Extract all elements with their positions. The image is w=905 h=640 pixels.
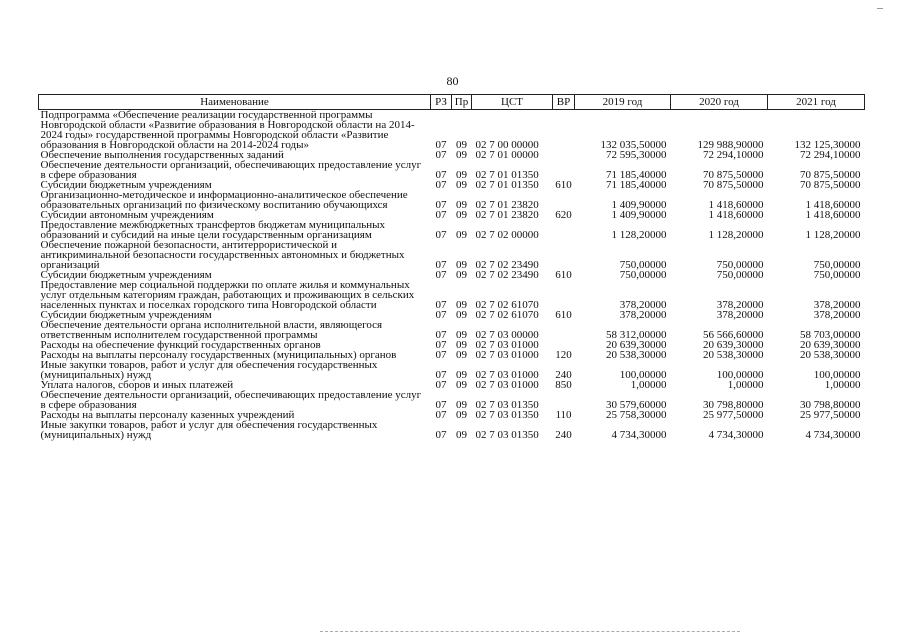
row-rz: 07	[435, 369, 447, 381]
row-rz: 07	[435, 339, 447, 351]
row-pr: 09	[456, 269, 467, 281]
row-pr: 09	[456, 199, 467, 211]
row-2019: 20 538,30000	[606, 349, 667, 361]
row-2020: 56 566,60000	[703, 329, 764, 341]
row-pr: 09	[456, 179, 467, 191]
row-cst: 02 7 01 01350	[475, 169, 539, 181]
row-vr: 850	[555, 379, 572, 391]
row-name: Иные закупки товаров, работ и услуг для обеспечения государственных (муниципальных) нужд	[40, 419, 378, 441]
row-cst: 02 7 01 23820	[475, 209, 539, 221]
row-vr	[553, 150, 575, 160]
row-rz: 07	[435, 429, 447, 441]
row-vr: 240	[555, 429, 572, 441]
row-cst: 02 7 02 61070	[475, 309, 539, 321]
table-row	[39, 360, 865, 380]
row-2019: 58 312,00000	[606, 329, 667, 341]
row-vr	[553, 280, 575, 310]
row-2021: 1 418,60000	[805, 209, 861, 221]
row-cst: 02 7 02 00000	[475, 229, 539, 241]
row-cst: 02 7 02 23490	[475, 259, 539, 271]
row-rz: 07	[435, 139, 447, 151]
row-cst: 02 7 03 01000	[475, 339, 539, 351]
row-2021: 750,00000	[813, 269, 861, 281]
row-rz: 07	[435, 299, 447, 311]
row-pr: 09	[456, 169, 467, 181]
row-cst: 02 7 03 01000	[475, 379, 539, 391]
row-pr: 09	[456, 209, 467, 221]
row-2020: 129 988,90000	[697, 139, 764, 151]
row-2020: 70 875,50000	[703, 169, 764, 181]
row-2019: 1 409,90000	[611, 199, 667, 211]
row-vr	[553, 240, 575, 270]
row-2021: 20 538,30000	[800, 349, 861, 361]
row-cst: 02 7 03 01350	[475, 409, 539, 421]
row-2020: 750,00000	[716, 269, 764, 281]
row-rz: 07	[435, 199, 447, 211]
row-2020: 1 128,20000	[708, 229, 764, 241]
row-2021: 4 734,30000	[805, 429, 861, 441]
row-cst: 02 7 03 01350	[475, 399, 539, 411]
row-2019: 71 185,40000	[606, 179, 667, 191]
row-2021: 378,20000	[813, 309, 861, 321]
row-name: Субсидии бюджетным учреждениям	[40, 309, 212, 321]
table-row	[39, 420, 865, 440]
table-row	[39, 280, 865, 310]
row-rz: 07	[435, 379, 447, 391]
row-2019: 71 185,40000	[606, 169, 667, 181]
row-2019: 378,20000	[619, 299, 667, 311]
row-2020: 750,00000	[716, 259, 764, 271]
row-2019: 1 128,20000	[611, 229, 667, 241]
row-2021: 20 639,30000	[800, 339, 861, 351]
row-2021: 70 875,50000	[800, 179, 861, 191]
row-vr: 620	[555, 209, 572, 221]
row-pr: 09	[456, 379, 467, 391]
row-2021: 100,00000	[813, 369, 861, 381]
row-2021: 70 875,50000	[800, 169, 861, 181]
row-rz: 07	[435, 269, 447, 281]
row-2019: 25 758,30000	[606, 409, 667, 421]
row-vr: 240	[555, 369, 572, 381]
row-2019: 378,20000	[619, 309, 667, 321]
row-vr: 610	[555, 309, 572, 321]
row-pr: 09	[456, 339, 467, 351]
row-vr: 110	[555, 409, 572, 421]
row-2020: 20 538,30000	[703, 349, 764, 361]
header-row	[39, 95, 865, 110]
row-2019: 750,00000	[619, 269, 667, 281]
row-2020: 1,00000	[727, 379, 764, 391]
row-pr: 09	[456, 259, 467, 271]
row-2020: 4 734,30000	[708, 429, 764, 441]
row-2020: 30 798,80000	[703, 399, 764, 411]
row-pr: 09	[456, 369, 467, 381]
header-cst: ЦСТ	[472, 95, 553, 110]
row-pr: 09	[456, 409, 467, 421]
row-cst: 02 7 01 00000	[475, 149, 539, 161]
row-2019: 4 734,30000	[611, 429, 667, 441]
row-cst: 02 7 03 00000	[475, 329, 539, 341]
row-2021: 1 128,20000	[805, 229, 861, 241]
row-2021: 1 418,60000	[805, 199, 861, 211]
row-cst: 02 7 01 23820	[475, 199, 539, 211]
row-vr: 120	[555, 349, 572, 361]
row-rz: 07	[435, 169, 447, 181]
row-vr	[553, 220, 575, 240]
row-2020: 72 294,10000	[703, 149, 764, 161]
row-name: Предоставление межбюджетных трансфертов бюджетам муниципальных образований и субсидий на иные цели государственным организациям	[40, 219, 385, 241]
row-rz: 07	[435, 349, 447, 361]
row-cst: 02 7 03 01350	[475, 429, 539, 441]
row-name: Уплата налогов, сборов и иных платежей	[40, 379, 234, 391]
row-name: Субсидии бюджетным учреждениям	[40, 269, 212, 281]
row-2020: 1 418,60000	[708, 209, 764, 221]
row-rz: 07	[435, 409, 447, 421]
table-row	[39, 110, 865, 151]
table-row	[39, 240, 865, 270]
row-2019: 72 595,30000	[606, 149, 667, 161]
row-name: Обеспечение выполнения государственных заданий	[40, 149, 284, 161]
row-cst: 02 7 00 00000	[475, 139, 539, 151]
row-pr: 09	[456, 329, 467, 341]
scan-artifact-line	[320, 631, 740, 633]
row-2021: 58 703,00000	[800, 329, 861, 341]
header-vr: ВР	[553, 95, 575, 110]
row-name: Обеспечение деятельности организаций, обеспечивающих предоставление услуг в сфере образования	[40, 389, 422, 411]
row-cst: 02 7 02 61070	[475, 299, 539, 311]
table-row	[39, 320, 865, 340]
row-2021: 30 798,80000	[800, 399, 861, 411]
row-2021: 132 125,30000	[794, 139, 861, 151]
row-rz: 07	[435, 329, 447, 341]
row-rz: 07	[435, 259, 447, 271]
table-row	[39, 220, 865, 240]
row-2019: 1 409,90000	[611, 209, 667, 221]
row-2020: 378,20000	[716, 299, 764, 311]
row-vr	[553, 320, 575, 340]
row-2021: 378,20000	[813, 299, 861, 311]
row-cst: 02 7 01 01350	[475, 179, 539, 191]
row-pr: 09	[456, 229, 467, 241]
row-2020: 1 418,60000	[708, 199, 764, 211]
row-name: Организационно-методическое и информационно-аналитическое обеспечение образовательных организаций по физическому воспитанию обучающихся	[40, 189, 408, 211]
table-row	[39, 390, 865, 410]
row-vr: 610	[555, 269, 572, 281]
scan-corner-mark	[877, 8, 883, 9]
row-name: Предоставление мер социальной поддержки по оплате жилья и коммунальных услуг отдельным категориям граждан, работающих и проживающих в сельских населенных пунктах и поселках городского типа Новгородской области	[40, 279, 415, 311]
row-2019: 132 035,50000	[600, 139, 667, 151]
row-name: Расходы на выплаты персоналу казенных учреждений	[40, 409, 295, 421]
table-row	[39, 190, 865, 210]
row-vr: 610	[555, 179, 572, 191]
row-2021: 72 294,10000	[800, 149, 861, 161]
row-pr: 09	[456, 309, 467, 321]
row-rz: 07	[435, 179, 447, 191]
row-2021: 25 977,50000	[800, 409, 861, 421]
row-2020: 378,20000	[716, 309, 764, 321]
row-name: Обеспечение деятельности организаций, обеспечивающих предоставление услуг в сфере образования	[40, 159, 422, 181]
header-rz: РЗ	[431, 95, 452, 110]
row-pr: 09	[456, 139, 467, 151]
row-cst: 02 7 02 23490	[475, 269, 539, 281]
row-name: Субсидии бюджетным учреждениям	[40, 179, 212, 191]
row-2019: 1,00000	[630, 379, 667, 391]
budget-table	[38, 94, 865, 440]
row-2020: 25 977,50000	[703, 409, 764, 421]
row-2019: 750,00000	[619, 259, 667, 271]
row-2021: 750,00000	[813, 259, 861, 271]
header-name: Наименование	[39, 95, 431, 110]
row-pr: 09	[456, 399, 467, 411]
header-pr: Пр	[452, 95, 472, 110]
row-2021: 1,00000	[824, 379, 861, 391]
row-pr: 09	[456, 299, 467, 311]
row-2019: 100,00000	[619, 369, 667, 381]
row-name: Подпрограмма «Обеспечение реализации государственной программы Новгородской области «Развитие образования в Новгородской области на 2014-2024 годы» государственной программы Новгородской области «Развитие образования в Новгородской области на 2014-2024 годы»	[40, 109, 415, 151]
header-2021: 2021 год	[768, 95, 865, 110]
row-vr	[553, 110, 575, 151]
row-2019: 30 579,60000	[606, 399, 667, 411]
row-rz: 07	[435, 229, 447, 241]
row-name: Обеспечение деятельности органа исполнительной власти, являющегося ответственным исполнителем государственной программы	[40, 319, 383, 341]
row-pr: 09	[456, 429, 467, 441]
row-vr	[553, 190, 575, 210]
row-2020: 20 639,30000	[703, 339, 764, 351]
row-vr	[553, 160, 575, 180]
row-pr: 09	[456, 349, 467, 361]
row-2019: 20 639,30000	[606, 339, 667, 351]
table-header	[39, 95, 865, 110]
row-name: Расходы на выплаты персоналу государственных (муниципальных) органов	[40, 349, 397, 361]
row-cst: 02 7 03 01000	[475, 369, 539, 381]
row-rz: 07	[435, 209, 447, 221]
row-name: Иные закупки товаров, работ и услуг для обеспечения государственных (муниципальных) нужд	[40, 359, 378, 381]
row-cst: 02 7 03 01000	[475, 349, 539, 361]
row-rz: 07	[435, 309, 447, 321]
row-name: Субсидии автономным учреждениям	[40, 209, 214, 221]
row-name: Расходы на обеспечение функций государственных органов	[40, 339, 321, 351]
row-2020: 100,00000	[716, 369, 764, 381]
row-rz: 07	[435, 149, 447, 161]
row-rz: 07	[435, 399, 447, 411]
row-2020: 70 875,50000	[703, 179, 764, 191]
row-pr: 09	[456, 149, 467, 161]
header-2019: 2019 год	[575, 95, 671, 110]
table-body	[39, 110, 865, 441]
page-number: 80	[446, 74, 459, 88]
table-row	[39, 160, 865, 180]
row-name: Обеспечение пожарной безопасности, антитеррористической и антикриминальной безопасности государственных автономных и бюджетных организаций	[40, 239, 405, 271]
row-vr	[553, 390, 575, 410]
header-2020: 2020 год	[671, 95, 768, 110]
